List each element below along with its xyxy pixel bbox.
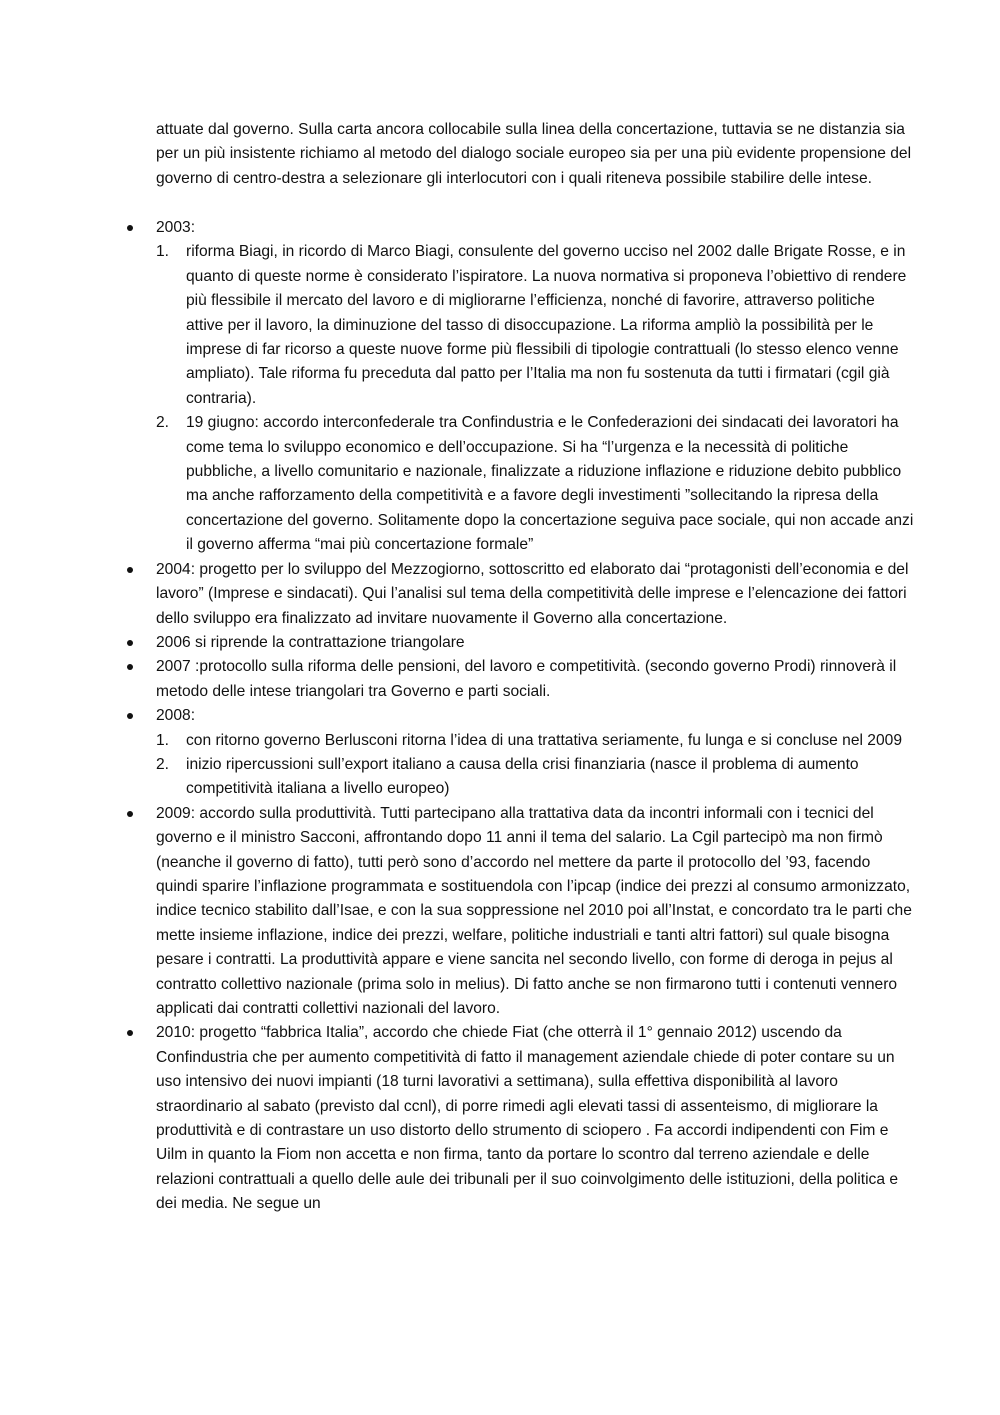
bullet-item xyxy=(0,631,916,655)
bullet-item-text: 2004: progetto per lo sviluppo del Mezzogiorno, sottoscritto ed elaborato dai “protagonisti dell’economia e del lavoro” (Imprese e sindacati). Qui l’analisi sul tema della competitività delle imprese e l’elencazione dei fattori dello sviluppo era finalizzato ad invitare nuovamente il Governo alla concertazione. xyxy=(156,560,909,627)
bullet-item-text: 2009: accordo sulla produttività. Tutti partecipano alla trattativa data da incontri informali con i tecnici del governo e il ministro Sacconi, affrontando dopo 11 anni il tema del salario. La Cgil partecipò ma non firmò (neanche il governo di fatto), tutti però sono d’accordo nel mettere da parte il protocollo del ’93, facendo quindi sparire l’inflazione programmata e sostituendola con l’ipcap (indice dei prezzi al consumo armonizzato, indice tecnico stabilito dall’Isae, e con la sua soppressione nel 2010 poi all’Instat, e concordato tra le parti che mette insieme inflazione, indice dei prezzi, welfare, politiche industriali e tanti altri fattori) sul quale bisogna pesare i contratti. La produttività appare e viene sancita nel secondo livello, con forme di deroga in pejus al contratto collettivo nazionale (prima solo in melius). Di fatto anche se non firmarono tutti i contenuti vennero applicati dai contratti collettivi nazionali del lavoro. xyxy=(156,804,912,1017)
bullet-item xyxy=(0,704,916,802)
numbered-sublist xyxy=(156,729,916,802)
bullet-item xyxy=(0,216,916,558)
bullet-item-text: 2003: xyxy=(156,219,196,236)
item-number: 1. xyxy=(156,243,170,261)
bullet-item-text: 2006 si riprende la contrattazione triangolare xyxy=(156,633,465,651)
item-number: 1. xyxy=(156,731,170,749)
item-number: 2. xyxy=(156,755,170,773)
item-number: 2. xyxy=(156,414,170,432)
numbered-item xyxy=(156,411,916,557)
bullet-item xyxy=(0,558,916,631)
numbered-item-text: 19 giugno: accordo interconfederale tra Confindustria e le Confederazioni dei sindacati dei lavoratori ha come tema lo sviluppo economico e dell’occupazione. Si ha “l’urgenza e la necessità di politiche pubbliche, a livello comunitario e nazionale, finalizzate a riduzione inflazione e riduzione debito pubblico ma anche rafforzamento della competitività e a favore degli investimenti ”sollecitando la ripresa della concertazione del governo. Solitamente dopo la concertazione seguiva pace sociale, qui non accade anzi il governo afferma “mai più concertazione formale” xyxy=(186,414,914,554)
numbered-item-text: riforma Biagi, in ricordo di Marco Biagi, consulente del governo ucciso nel 2002 dalle Brigate Rosse, e in quanto di queste norme è considerato l’ispiratore. La nuova normativa si proponeva l’obiettivo di rendere più flessibile il mercato del lavoro e di migliorarne l’efficienza, nonché di favorire, attraverso politiche attive per il lavoro, la diminuzione del tasso di disoccupazione. La riforma ampliò la possibilità per le imprese di far ricorso a queste nuove forme più flessibili di tipologie contrattuali (lo stesso elenco venne ampliato). Tale riforma fu preceduta dal patto per l’Italia ma non fu sostenuta da tutti i firmatari (cgil già contraria). xyxy=(186,243,907,407)
continuation-paragraph: attuate dal governo. Sulla carta ancora collocabile sulla linea della concertazione, tuttavia se ne distanzia sia per un più insistente richiamo al metodo del dialogo sociale europeo sia per una più evidente propensione del governo di centro-destra a selezionare gli interlocutori con i quali riteneva possibile stabilire delle intese. xyxy=(156,121,912,187)
numbered-item-text: con ritorno governo Berlusconi ritorna l’idea di una trattativa seriamente, fu lunga e si concluse nel 2009 xyxy=(186,731,902,749)
bullet-item xyxy=(0,802,916,1022)
numbered-sublist xyxy=(156,240,916,557)
bullet-item-text: 2008: xyxy=(156,707,196,725)
numbered-item-text: inizio ripercussioni sull’export italiano a causa della crisi finanziaria (nasce il problema di aumento competitività italiana a livello europeo) xyxy=(186,755,859,798)
bullet-item-text: 2007 :protocollo sulla riforma delle pensioni, del lavoro e competitività. (secondo governo Prodi) rinnoverà il metodo delle intese triangolari tra Governo e parti sociali. xyxy=(156,658,897,700)
numbered-item xyxy=(156,240,916,411)
timeline-bullet-list xyxy=(0,216,1000,1217)
numbered-item xyxy=(156,753,916,802)
bullet-item xyxy=(0,1021,916,1216)
numbered-item xyxy=(156,729,916,753)
bullet-item-text: 2010: progetto “fabbrica Italia”, accordo che chiede Fiat (che otterrà il 1° gennaio 2012) uscendo da Confindustria che per aumento competitività di fatto il management aziendale chiede di poter contare su un uso intensivo dei nuovi impianti (18 turni lavorativi a settimana), sulla effettiva disponibilità al lavoro straordinario al sabato (previsto dal ccnl), di porre rimedi agli elevati tassi di assenteismo, di migliorare la produttività e di contrastare un uso distorto dello strumento di sciopero . Fa accordi indipendenti con Fim e Uilm in quanto la Fiom non accetta e non firma, tanto da portare lo scontro dal terreno aziendale e delle relazioni contrattuali a quello delle aule dei tribunali per il suo coinvolgimento delle istituzioni, della politica e dei media. Ne segue un xyxy=(156,1024,899,1213)
bullet-item xyxy=(0,655,916,704)
